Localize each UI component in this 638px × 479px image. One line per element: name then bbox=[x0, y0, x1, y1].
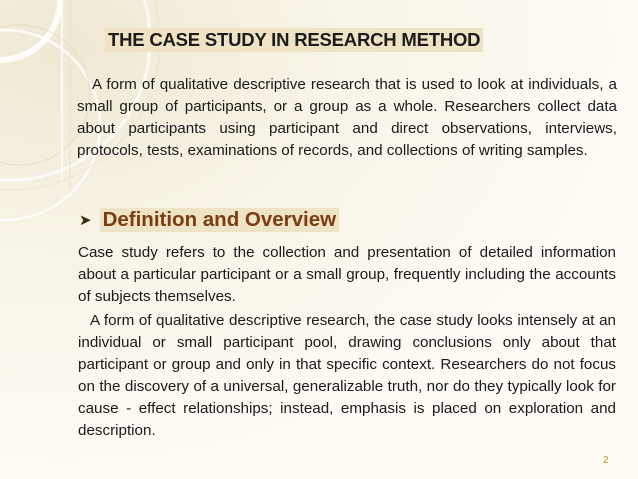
overview-paragraph bbox=[78, 310, 616, 442]
intro-text: A form of qualitative descriptive research that is used to look at individuals, a small group of participants, or a group as a whole. Researchers collect data about participants using participant and direct observations, interviews, protocols, tests, examinations of records, and collections of writing samples. bbox=[77, 76, 617, 159]
slide-title: THE CASE STUDY IN RESEARCH METHOD bbox=[105, 28, 483, 52]
section-heading-text: Definition and Overview bbox=[100, 208, 340, 232]
page-number: 2 bbox=[603, 455, 609, 466]
definition-paragraph: Case study refers to the collection and presentation of detailed information about a particular participant or a small group, frequently including the accounts of subjects themselves. bbox=[78, 244, 616, 305]
overview-text: A form of qualitative descriptive research, the case study looks intensely at an individual or small participant pool, drawing conclusions only about that participant or group and only in that specific context. Researchers do not focus on the discovery of a universal, generalizable truth, nor do they typically look for cause - effect relationships; instead, emphasis is placed on exploration and description. bbox=[78, 312, 616, 439]
arrow-bullet-icon: ➤ bbox=[79, 212, 92, 229]
intro-paragraph bbox=[77, 74, 617, 162]
section-heading bbox=[79, 208, 339, 232]
